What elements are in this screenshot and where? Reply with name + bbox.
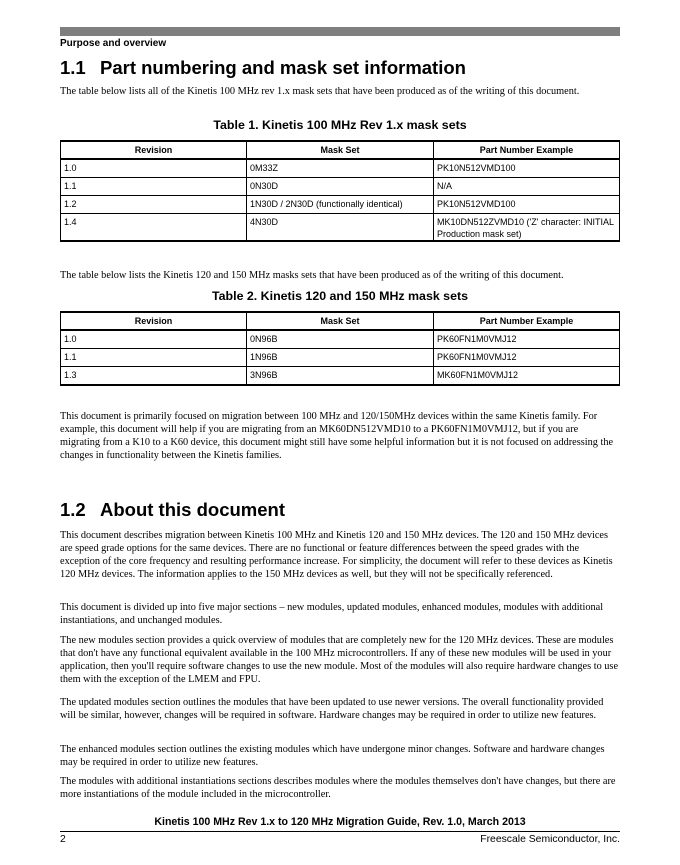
- body-paragraph: This document describes migration between Kinetis 100 MHz and Kinetis 120 and 150 MHz devices. The 120 and 150 MHz devices are speed grade options for the same devices. There are no functional or feature differences between the speed grades with the exception of the core frequency and resulting performance increase. For simplicity, the document will refer to these devices as Kinetis 120 MHz devices. The information applies to the 150 MHz devices as well, but they will not be specifically referenced.: [60, 530, 613, 580]
- footer-divider: [60, 831, 620, 832]
- table-cell: PK10N512VMD100: [434, 159, 620, 178]
- table-cell: 1.0: [61, 330, 247, 349]
- body-paragraph: The modules with additional instantiations sections describes modules where the modules themselves don't have changes, but there are more instantiations of the module included in the microcontroller.: [60, 776, 616, 800]
- column-header: Part Number Example: [434, 312, 620, 330]
- section-heading-1-1: [60, 57, 466, 79]
- body-paragraph: The updated modules section outlines the modules that have been updated to use newer versions. The overall functionality provided will be similar, however, changes will be required in software. Hardware changes may be required in order to utilize new features.: [60, 697, 604, 721]
- table-cell: 1.3: [61, 367, 247, 386]
- body-paragraph: This document is divided up into five major sections – new modules, updated modules, enhanced modules, modules with additional instantiations, and unchanged modules.: [60, 602, 604, 626]
- section-number: 1.2: [60, 499, 86, 520]
- table-cell: MK60FN1M0VMJ12: [434, 367, 620, 386]
- body-paragraph: The enhanced modules section outlines the existing modules which have undergone minor changes. Software and hardware changes may be required in order to utilize new features.: [60, 744, 605, 768]
- running-head: Purpose and overview: [60, 38, 167, 49]
- table-cell: 1N96B: [247, 349, 434, 367]
- section-title: About this document: [100, 499, 285, 520]
- table-row: [61, 214, 620, 242]
- table-row: [61, 178, 620, 196]
- table-row: [61, 349, 620, 367]
- migration-scope-paragraph: This document is primarily focused on migration between 100 MHz and 120/150MHz devices within the same Kinetis family. For example, this document will help if you are migrating from an MK60DN512VMD10 to a PK60FN1M0VMJ12, but if you are migrating from a K10 to a K60 device, this document might still have some helpful information but it is not focused on addressing the changes in functionality between the Kinetis families.: [60, 411, 614, 461]
- section-number: 1.1: [60, 57, 86, 78]
- table-cell: PK10N512VMD100: [434, 196, 620, 214]
- column-header: Mask Set: [247, 312, 434, 330]
- table2-caption: Table 2. Kinetis 120 and 150 MHz mask sets: [212, 289, 468, 303]
- column-header: Mask Set: [247, 141, 434, 159]
- table-header-row: [61, 312, 620, 330]
- table2-intro: The table below lists the Kinetis 120 and 150 MHz masks sets that have been produced as of the writing of this document.: [60, 270, 564, 281]
- table-cell: 0M33Z: [247, 159, 434, 178]
- table-row: [61, 196, 620, 214]
- table1-intro: The table below lists all of the Kinetis 100 MHz rev 1.x mask sets that have been produced as of the writing of this document.: [60, 86, 580, 97]
- table-cell: PK60FN1M0VMJ12: [434, 349, 620, 367]
- table-cell: 0N30D: [247, 178, 434, 196]
- table-cell: 1N30D / 2N30D (functionally identical): [247, 196, 434, 214]
- section-title: Part numbering and mask set information: [100, 57, 466, 78]
- table-cell: N/A: [434, 178, 620, 196]
- table-header-row: [61, 141, 620, 159]
- column-header: Revision: [61, 141, 247, 159]
- table-cell: 1.1: [61, 349, 247, 367]
- header-bar: [60, 27, 620, 36]
- mask-set-table-2: [60, 311, 620, 386]
- column-header: Part Number Example: [434, 141, 620, 159]
- table-cell: 4N30D: [247, 214, 434, 242]
- column-header: Revision: [61, 312, 247, 330]
- table-cell: 3N96B: [247, 367, 434, 386]
- table-cell: 1.4: [61, 214, 247, 242]
- table-row: [61, 159, 620, 178]
- table-row: [61, 367, 620, 386]
- table1-caption: Table 1. Kinetis 100 MHz Rev 1.x mask sets: [213, 118, 467, 132]
- table-cell: 1.0: [61, 159, 247, 178]
- table-cell: 1.1: [61, 178, 247, 196]
- table-cell: 0N96B: [247, 330, 434, 349]
- table-cell: 1.2: [61, 196, 247, 214]
- mask-set-table-1: [60, 140, 620, 242]
- table-cell: PK60FN1M0VMJ12: [434, 330, 620, 349]
- table-cell: MK10DN512ZVMD10 ('Z' character: INITIAL Production mask set): [434, 214, 620, 242]
- company-name: Freescale Semiconductor, Inc.: [480, 834, 620, 845]
- page-number: 2: [60, 834, 66, 845]
- body-paragraph: The new modules section provides a quick overview of modules that are completely new for the 120 MHz devices. These are modules that don't have any functional equivalent available in the 100 MHz microcontrollers. If any of these new modules will be used in your application, then you'll require software changes to use the new module. Most of the modules will also require hardware changes to use them with the exception of the LMEM and FPU.: [60, 635, 619, 685]
- table-row: [61, 330, 620, 349]
- section-heading-1-2: [60, 499, 285, 521]
- footer-title: Kinetis 100 MHz Rev 1.x to 120 MHz Migration Guide, Rev. 1.0, March 2013: [154, 816, 526, 828]
